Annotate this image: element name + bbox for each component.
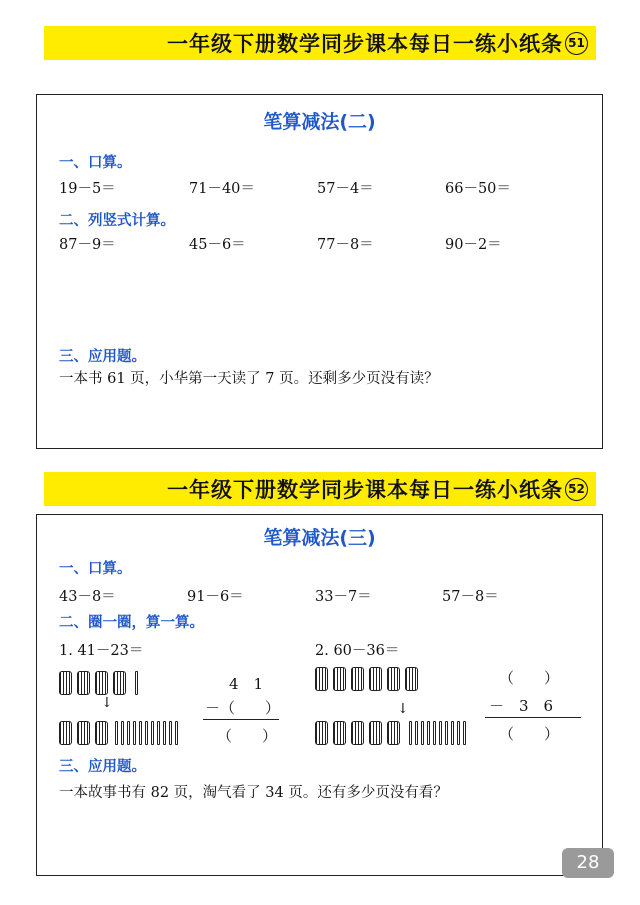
single-stick-icon bbox=[115, 721, 118, 745]
section-oral: 一、口算。 bbox=[59, 155, 132, 171]
ten-bundle-icon bbox=[95, 671, 108, 695]
page-number-badge: 28 bbox=[562, 848, 614, 878]
expr-6: 45－6＝ bbox=[189, 237, 246, 253]
arrow-down-icon: ↓ bbox=[397, 701, 409, 717]
card-title: 笔算减法(二) bbox=[263, 111, 376, 133]
section-application: 三、应用题。 bbox=[59, 349, 146, 365]
ten-bundle-icon bbox=[351, 667, 364, 691]
vertical-result: （ ） bbox=[499, 725, 560, 743]
banner-title: 一年级下册数学同步课本每日一练小纸条 bbox=[167, 32, 563, 56]
question-1: 1. 41－23＝ bbox=[59, 643, 144, 659]
ten-bundle-icon bbox=[77, 721, 90, 745]
ten-bundle-icon bbox=[387, 667, 400, 691]
worksheet-card-51 bbox=[36, 94, 603, 449]
question-2: 2. 60－36＝ bbox=[315, 643, 400, 659]
single-stick-icon bbox=[415, 721, 418, 745]
expr-1: 19－5＝ bbox=[59, 181, 116, 197]
single-stick-icon bbox=[439, 721, 442, 745]
expr-2: 91－6＝ bbox=[187, 589, 244, 605]
section-circle: 二、圈一圈，算一算。 bbox=[59, 615, 204, 631]
single-stick-icon bbox=[127, 721, 130, 745]
ten-bundle-icon bbox=[315, 721, 328, 745]
single-stick-icon bbox=[135, 671, 138, 695]
single-stick-icon bbox=[151, 721, 154, 745]
banner-52 bbox=[44, 472, 596, 506]
banner-title: 一年级下册数学同步课本每日一练小纸条 bbox=[167, 478, 563, 502]
expr-7: 77－8＝ bbox=[317, 237, 374, 253]
single-stick-icon bbox=[175, 721, 178, 745]
single-stick-icon bbox=[157, 721, 160, 745]
ten-bundle-icon bbox=[369, 721, 382, 745]
expr-8: 90－2＝ bbox=[445, 237, 502, 253]
single-stick-icon bbox=[463, 721, 466, 745]
circled-number: 51 bbox=[565, 32, 588, 55]
expr-4: 66－50＝ bbox=[445, 181, 511, 197]
section-application: 三、应用题。 bbox=[59, 759, 146, 775]
ten-bundle-icon bbox=[333, 721, 346, 745]
expr-5: 87－9＝ bbox=[59, 237, 116, 253]
ten-bundle-icon bbox=[113, 671, 126, 695]
single-stick-icon bbox=[445, 721, 448, 745]
single-stick-icon bbox=[421, 721, 424, 745]
single-stick-icon bbox=[451, 721, 454, 745]
section-oral: 一、口算。 bbox=[59, 561, 132, 577]
vertical-subtrahend: －（ ） bbox=[205, 699, 281, 717]
single-stick-icon bbox=[433, 721, 436, 745]
vertical-top: 4 1 bbox=[229, 675, 264, 693]
word-problem: 一本书 61 页，小华第一天读了 7 页。还剩多少页没有读？ bbox=[59, 371, 439, 387]
single-stick-icon bbox=[145, 721, 148, 745]
word-problem: 一本故事书有 82 页，淘气看了 34 页。还有多少页没有看？ bbox=[59, 785, 448, 801]
ten-bundle-icon bbox=[59, 721, 72, 745]
sum-line bbox=[203, 719, 279, 720]
expr-3: 57－4＝ bbox=[317, 181, 374, 197]
single-stick-icon bbox=[121, 721, 124, 745]
vertical-result: （ ） bbox=[217, 727, 278, 745]
ten-bundle-icon bbox=[59, 671, 72, 695]
ten-bundle-icon bbox=[405, 667, 418, 691]
arrow-down-icon: ↓ bbox=[101, 695, 113, 711]
ten-bundle-icon bbox=[369, 667, 382, 691]
expr-1: 43－8＝ bbox=[59, 589, 116, 605]
ten-bundle-icon bbox=[95, 721, 108, 745]
expr-3: 33－7＝ bbox=[315, 589, 372, 605]
single-stick-icon bbox=[139, 721, 142, 745]
card-title: 笔算减法(三) bbox=[263, 527, 376, 549]
ten-bundle-icon bbox=[315, 667, 328, 691]
banner-51 bbox=[44, 26, 596, 60]
single-stick-icon bbox=[133, 721, 136, 745]
vertical-subtrahend: － 3 6 bbox=[489, 697, 554, 715]
circled-number: 52 bbox=[565, 478, 588, 501]
ten-bundle-icon bbox=[77, 671, 90, 695]
single-stick-icon bbox=[409, 721, 412, 745]
expr-2: 71－40＝ bbox=[189, 181, 255, 197]
sum-line bbox=[485, 717, 581, 718]
single-stick-icon bbox=[427, 721, 430, 745]
vertical-top: （ ） bbox=[499, 669, 560, 687]
section-vertical: 二、列竖式计算。 bbox=[59, 213, 175, 229]
worksheet-card-52 bbox=[36, 514, 603, 876]
single-stick-icon bbox=[169, 721, 172, 745]
ten-bundle-icon bbox=[387, 721, 400, 745]
expr-4: 57－8＝ bbox=[442, 589, 499, 605]
ten-bundle-icon bbox=[333, 667, 346, 691]
single-stick-icon bbox=[163, 721, 166, 745]
single-stick-icon bbox=[457, 721, 460, 745]
ten-bundle-icon bbox=[351, 721, 364, 745]
